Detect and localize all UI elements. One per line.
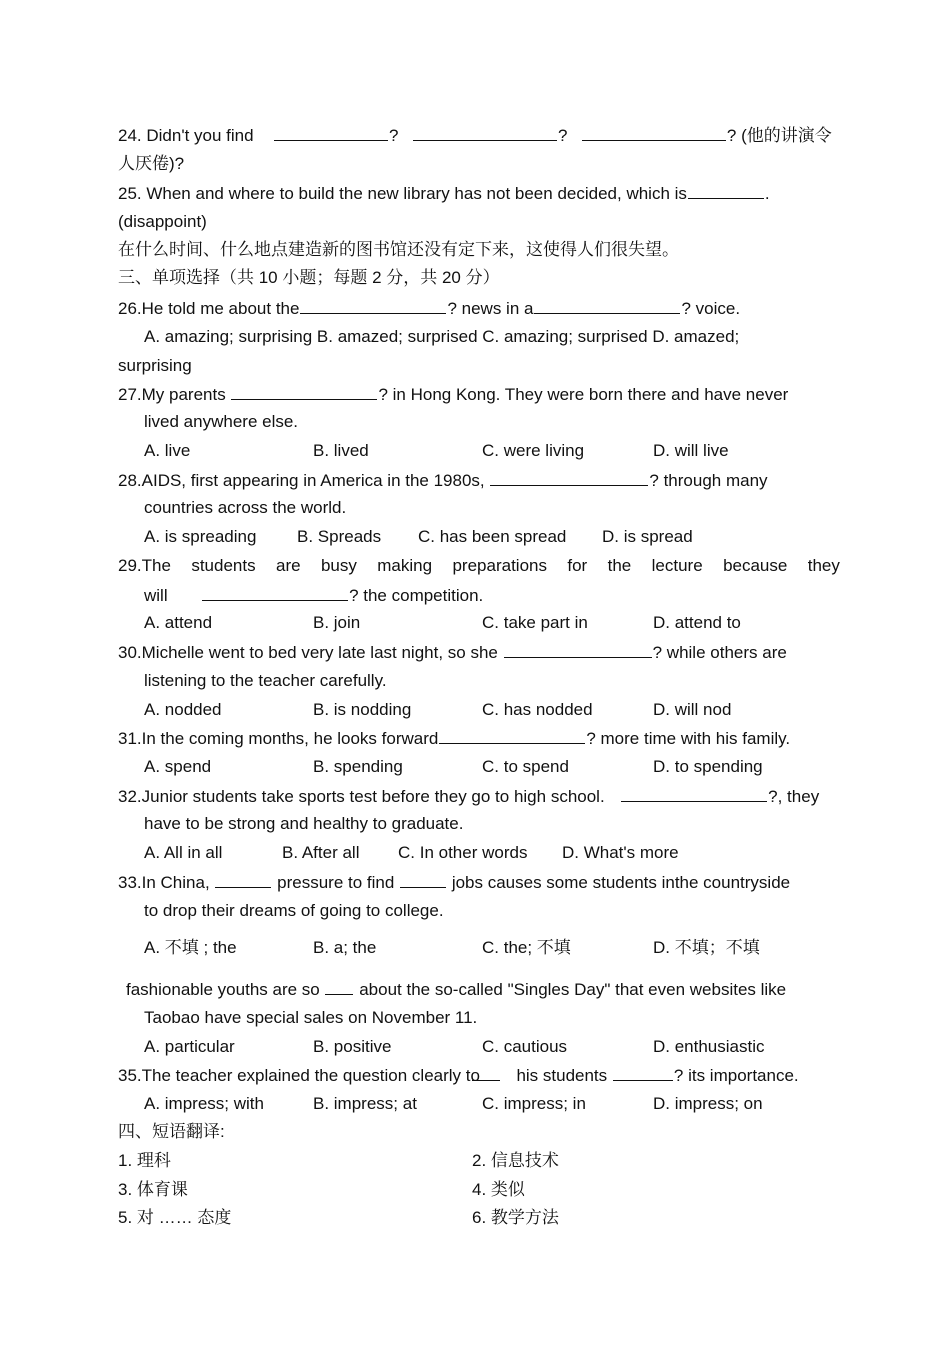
q26-options: A. amazing; surprising B. amazed; surprised C. amazing; surprised D. amazed; <box>144 327 740 346</box>
q24-line2: 人厌倦)? <box>118 154 185 173</box>
q27-stem <box>118 383 788 406</box>
q33-option-b[interactable]: B. a; the <box>313 938 377 957</box>
q28-option-d[interactable]: D. is spread <box>602 527 693 546</box>
q29-option-c[interactable]: C. take part in <box>482 613 588 632</box>
q30-option-c[interactable]: C. has nodded <box>482 700 593 719</box>
q32-option-d[interactable]: D. What's more <box>562 843 679 862</box>
q35-text2: his students <box>516 1066 608 1085</box>
q27-blank <box>231 383 377 400</box>
q26-text3: ? voice. <box>681 299 741 318</box>
q31-stem <box>118 727 790 750</box>
q26-blank1 <box>300 297 446 314</box>
q30-stem <box>118 641 787 664</box>
q24-mark2: ? <box>557 126 568 145</box>
q25-end: . <box>764 184 770 203</box>
q32-stem <box>118 785 819 808</box>
q29-option-d[interactable]: D. attend to <box>653 613 741 632</box>
q33-blank1 <box>215 871 271 888</box>
q33-option-a[interactable]: A. 不填 ; the <box>144 938 237 957</box>
q28-blank <box>490 469 648 486</box>
q29-option-a[interactable]: A. attend <box>144 613 213 632</box>
q27-stem-line2: lived anywhere else. <box>144 412 299 431</box>
phrase-1: 1. 理科 <box>118 1151 171 1170</box>
q28-stem <box>118 469 768 492</box>
q31-option-a[interactable]: A. spend <box>144 757 212 776</box>
q34-blank <box>325 978 353 995</box>
q32-option-a[interactable]: A. All in all <box>144 843 223 862</box>
q34-option-b[interactable]: B. positive <box>313 1037 392 1056</box>
q35-option-c[interactable]: C. impress; in <box>482 1094 586 1113</box>
phrase-6: 6. 教学方法 <box>472 1208 559 1227</box>
q29-text2: ? the competition. <box>349 586 484 605</box>
q28-option-b[interactable]: B. Spreads <box>297 527 382 546</box>
q34-option-d[interactable]: D. enthusiastic <box>653 1037 765 1056</box>
q31-option-b[interactable]: B. spending <box>313 757 403 776</box>
q33-text3: jobs causes some students inthe countryside <box>451 873 791 892</box>
phrase-4: 4. 类似 <box>472 1180 525 1199</box>
q27-option-b[interactable]: B. lived <box>313 441 369 460</box>
q24-stem: 24. Didn't you find <box>118 126 254 145</box>
q25-hint: (disappoint) <box>118 212 207 231</box>
q29-stem-line2 <box>144 584 483 607</box>
q35-option-d[interactable]: D. impress; on <box>653 1094 763 1113</box>
q34-stem <box>126 978 786 1001</box>
q27-option-a[interactable]: A. live <box>144 441 191 460</box>
phrase-5: 5. 对 …… 态度 <box>118 1208 232 1227</box>
q29-stem <box>118 555 840 577</box>
q30-option-b[interactable]: B. is nodding <box>313 700 412 719</box>
q28-stem-line2: countries across the world. <box>144 498 347 517</box>
q24-blank1 <box>274 124 388 141</box>
q30-text2: ? while others are <box>652 643 787 662</box>
q35-text1: 35.The teacher explained the question clearly to <box>118 1066 480 1085</box>
section3-heading: 三、单项选择（共 10 小题；每题 2 分，共 20 分） <box>118 268 500 287</box>
q31-option-d[interactable]: D. to spending <box>653 757 763 776</box>
q32-blank <box>621 785 767 802</box>
q32-stem-line2: have to be strong and healthy to graduate. <box>144 814 464 833</box>
q24-mark1: ? <box>389 126 399 145</box>
q33-blank2 <box>400 871 446 888</box>
q35-text3: ? its importance. <box>673 1066 799 1085</box>
q27-text2: ? in Hong Kong. They were born there and have never <box>378 385 789 404</box>
q33-stem-line2: to drop their dreams of going to college. <box>144 901 444 920</box>
q33-stem <box>118 871 790 894</box>
q30-blank <box>504 641 652 658</box>
section4-heading: 四、短语翻译: <box>118 1122 225 1141</box>
q24-blank2 <box>413 124 557 141</box>
q35-option-b[interactable]: B. impress; at <box>313 1094 417 1113</box>
q24-blank3 <box>582 124 726 141</box>
q30-stem-line2: listening to the teacher carefully. <box>144 671 387 690</box>
q27-option-c[interactable]: C. were living <box>482 441 585 460</box>
q27-option-d[interactable]: D. will live <box>653 441 729 460</box>
q30-text1: 30.Michelle went to bed very late last night, so she <box>118 643 498 662</box>
q29-will: will <box>144 586 168 605</box>
q25-chinese: 在什么时间、什么地点建造新的图书馆还没有定下来，这使得人们很失望。 <box>118 240 679 259</box>
q35-option-a[interactable]: A. impress; with <box>144 1094 264 1113</box>
q31-text2: ? more time with his family. <box>586 729 791 748</box>
q32-text2: ?, they <box>768 787 820 806</box>
q31-option-c[interactable]: C. to spend <box>482 757 569 776</box>
q32-option-c[interactable]: C. In other words <box>398 843 528 862</box>
q35-blank1 <box>472 1064 500 1081</box>
q24-line1 <box>118 124 832 147</box>
q26-blank2 <box>534 297 680 314</box>
phrase-3: 3. 体育课 <box>118 1180 188 1199</box>
q34-option-c[interactable]: C. cautious <box>482 1037 568 1056</box>
q34-text1: fashionable youths are so <box>126 980 320 999</box>
q30-option-a[interactable]: A. nodded <box>144 700 222 719</box>
q28-text1: 28.AIDS, first appearing in America in the 1980s, <box>118 471 485 490</box>
q25-line1 <box>118 182 770 205</box>
q34-option-a[interactable]: A. particular <box>144 1037 235 1056</box>
q29-option-b[interactable]: B. join <box>313 613 361 632</box>
q33-option-d[interactable]: D. 不填；不填 <box>653 938 760 957</box>
q29-text1: 29.The students are busy making preparations for the lecture because they <box>118 556 840 575</box>
q26-stem <box>118 297 740 320</box>
q25-blank <box>688 182 764 199</box>
phrase-2: 2. 信息技术 <box>472 1151 559 1170</box>
q32-text1: 32.Junior students take sports test before they go to high school. <box>118 787 605 806</box>
q28-text2: ? through many <box>649 471 768 490</box>
q35-blank2 <box>613 1064 673 1081</box>
q34-stem-line2: Taobao have special sales on November 11. <box>144 1008 478 1027</box>
q34-text2: about the so-called "Singles Day" that even websites like <box>359 980 787 999</box>
q31-blank <box>439 727 585 744</box>
q33-text2: pressure to find <box>277 873 395 892</box>
q30-option-d[interactable]: D. will nod <box>653 700 732 719</box>
q28-option-c[interactable]: C. has been spread <box>418 527 567 546</box>
q32-option-b[interactable]: B. After all <box>282 843 360 862</box>
q29-blank <box>202 584 348 601</box>
q26-options-tail: surprising <box>118 356 192 375</box>
q31-text1: 31.In the coming months, he looks forward <box>118 729 439 748</box>
q33-text1: 33.In China, <box>118 873 210 892</box>
q25-stem: 25. When and where to build the new library has not been decided, which is <box>118 184 687 203</box>
q33-option-c[interactable]: C. the; 不填 <box>482 938 571 957</box>
q26-text1: 26.He told me about the <box>118 299 300 318</box>
q28-option-a[interactable]: A. is spreading <box>144 527 257 546</box>
q35-stem <box>118 1064 799 1087</box>
q24-mark3: ? (他的讲演令 <box>726 126 832 145</box>
q26-text2: ? news in a <box>447 299 534 318</box>
q27-text1: 27.My parents <box>118 385 226 404</box>
